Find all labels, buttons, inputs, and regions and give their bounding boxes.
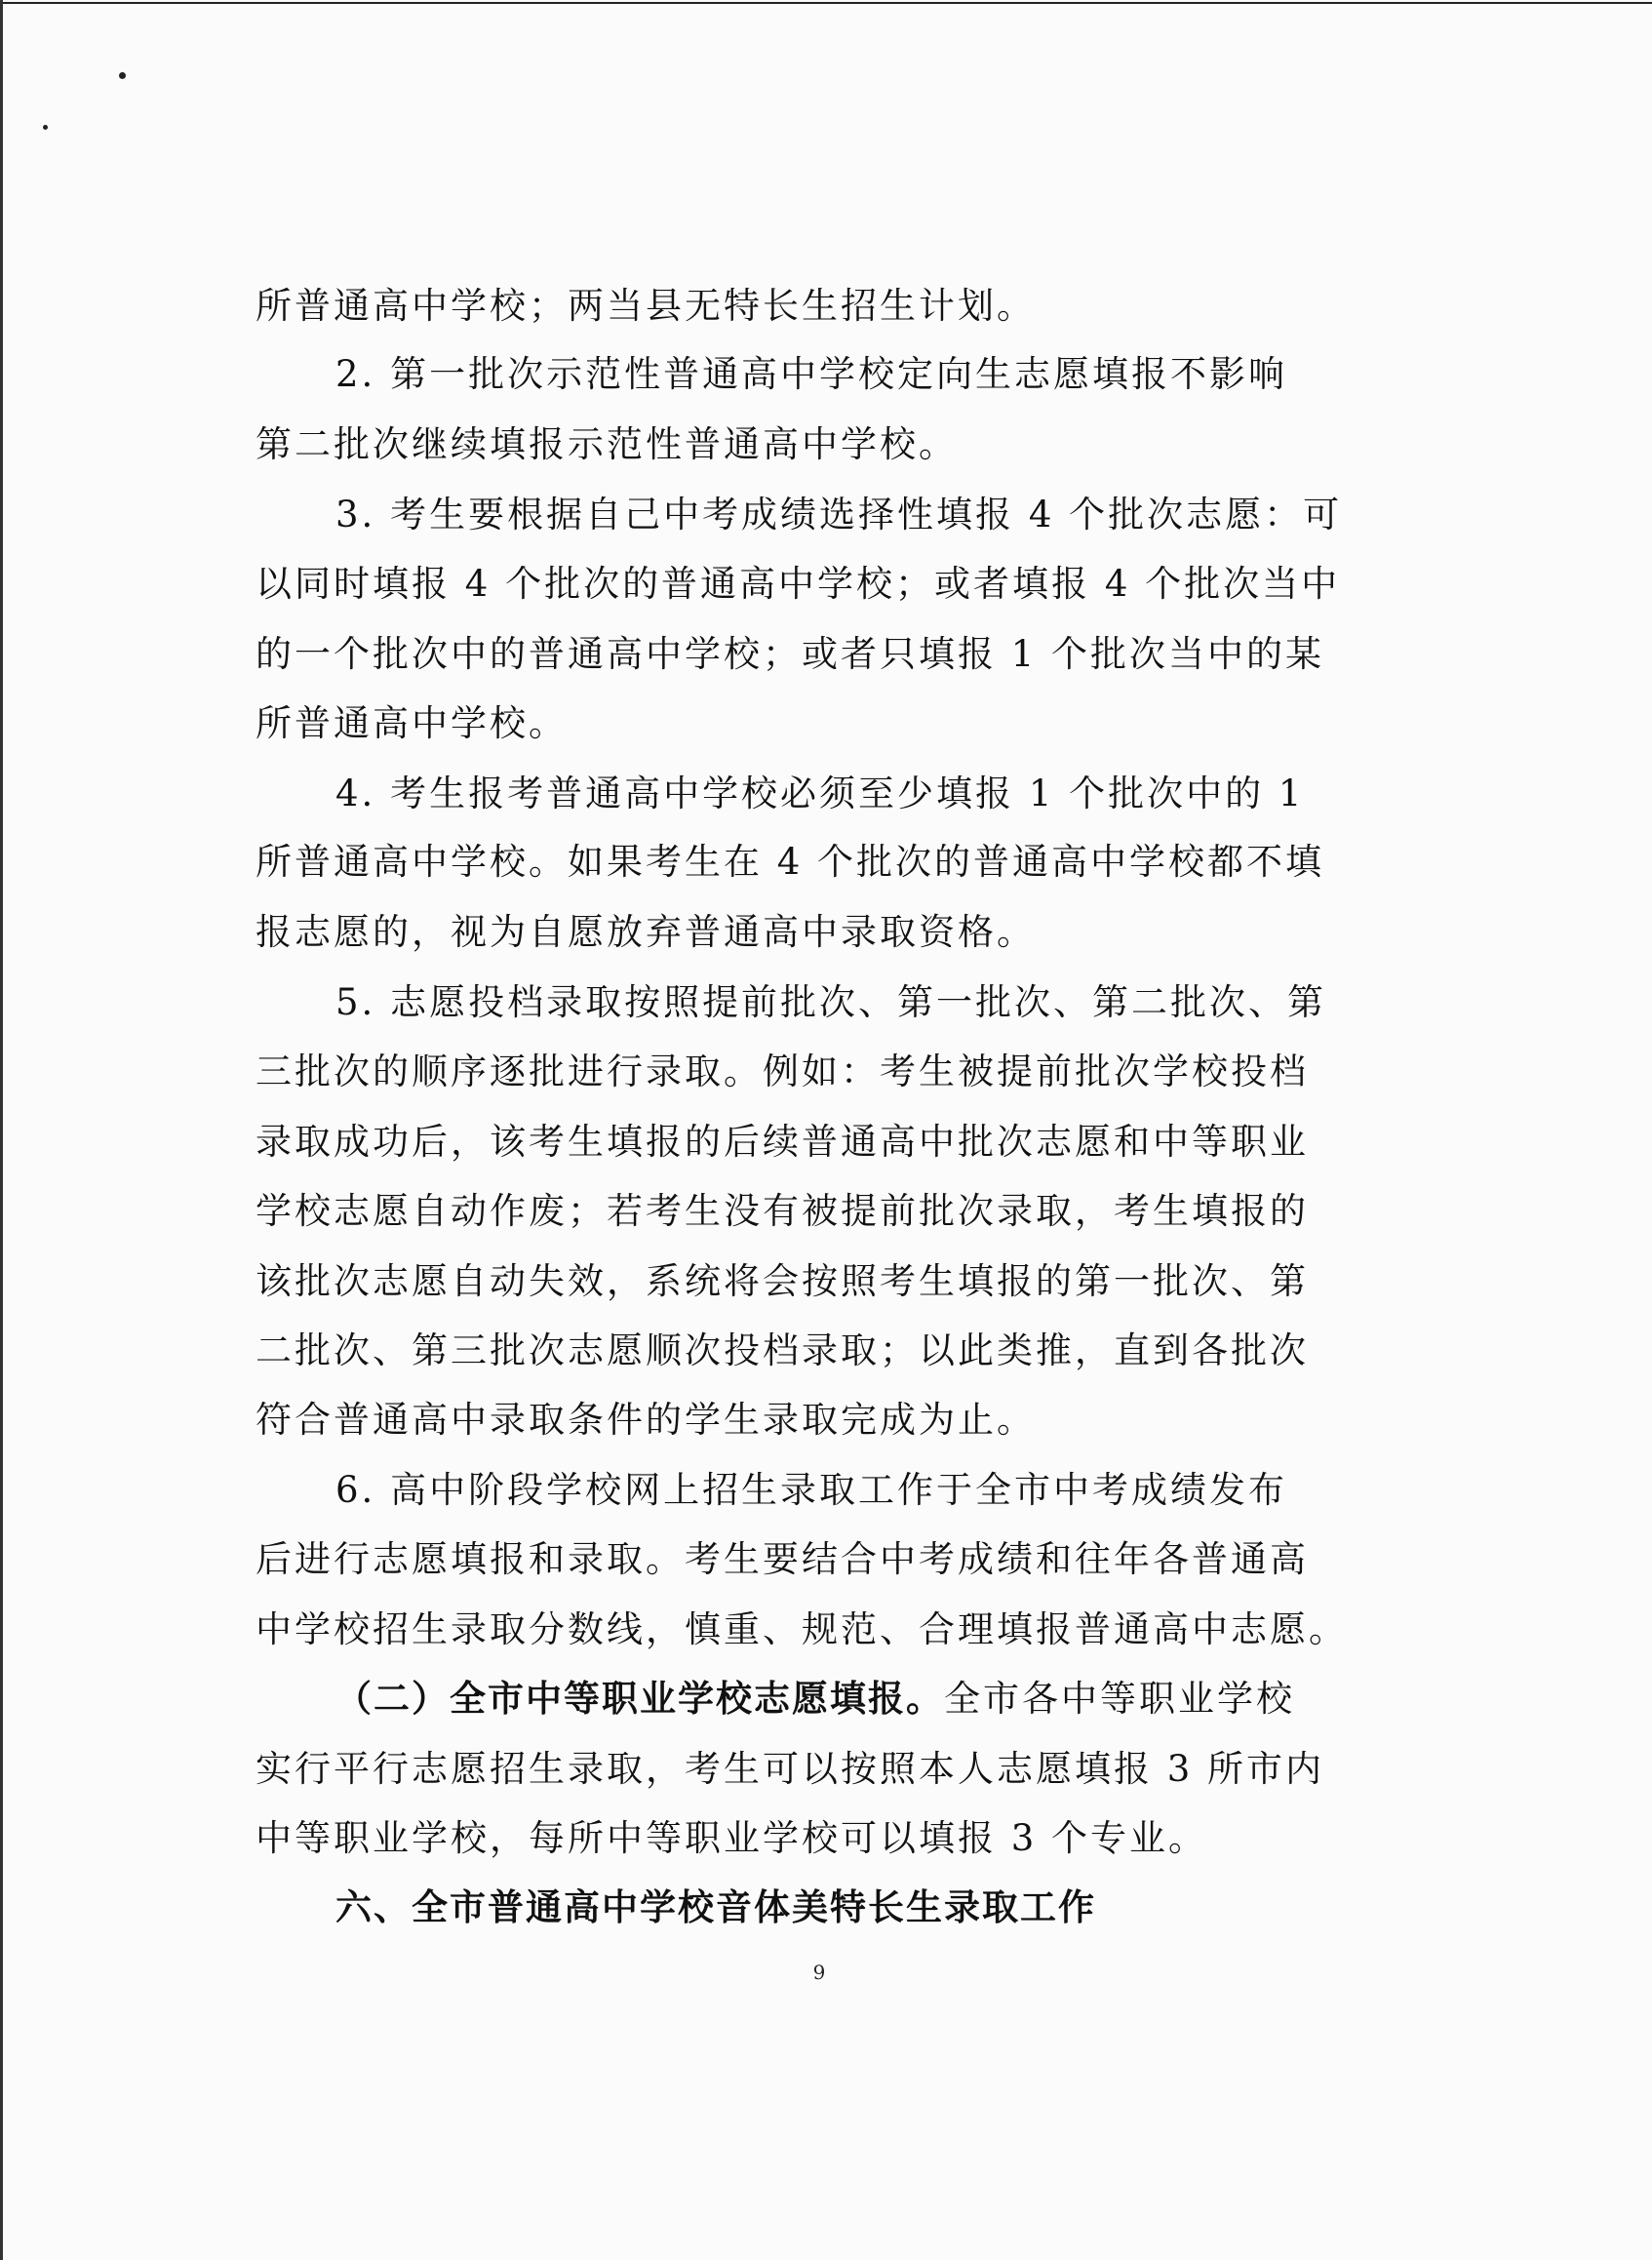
text-line: 实行平行志愿招生录取，考生可以按照本人志愿填报 3 所市内 [256, 1748, 1325, 1790]
text-line: 2. 第一批次示范性普通高中学校定向生志愿填报不影响 [335, 353, 1288, 395]
text-line: 所普通高中学校。 [256, 702, 568, 744]
text-line: 符合普通高中录取条件的学生录取完成为止。 [256, 1399, 1036, 1441]
page-number: 9 [812, 1961, 826, 1984]
text-line: 第二批次继续填报示范性普通高中学校。 [256, 423, 958, 465]
text-line: 三批次的顺序逐批进行录取。例如：考生被提前批次学校投档 [256, 1051, 1309, 1092]
section-heading-inline: （二）全市中等职业学校志愿填报。 [335, 1678, 944, 1720]
text-line: 中等职业学校，每所中等职业学校可以填报 3 个专业。 [256, 1817, 1208, 1859]
text-line [335, 1674, 1295, 1725]
text-line: 学校志愿自动作废；若考生没有被提前批次录取，考生填报的 [256, 1190, 1309, 1232]
text-line: 所普通高中学校。如果考生在 4 个批次的普通高中学校都不填 [256, 841, 1325, 883]
text-line: 以同时填报 4 个批次的普通高中学校；或者填报 4 个批次当中 [256, 563, 1341, 605]
text-line: 中学校招生录取分数线，慎重、规范、合理填报普通高中志愿。 [256, 1608, 1348, 1650]
text-line: 二批次、第三批次志愿顺次投档录取；以此类推，直到各批次 [256, 1329, 1309, 1371]
scan-speck [119, 72, 126, 79]
scan-edge-top [0, 2, 1652, 4]
text-line: 该批次志愿自动失效，系统将会按照考生填报的第一批次、第 [256, 1260, 1309, 1302]
text-line: 5. 志愿投档录取按照提前批次、第一批次、第二批次、第 [335, 981, 1327, 1023]
text-line: 4. 考生报考普通高中学校必须至少填报 1 个批次中的 1 [335, 773, 1305, 814]
text-line: 3. 考生要根据自己中考成绩选择性填报 4 个批次志愿：可 [335, 494, 1343, 535]
section-heading: 六、全市普通高中学校音体美特长生录取工作 [335, 1886, 1096, 1928]
text-line: 的一个批次中的普通高中学校；或者只填报 1 个批次当中的某 [256, 633, 1325, 675]
scan-edge-left [0, 0, 3, 2260]
text-line: 6. 高中阶段学校网上招生录取工作于全市中考成绩发布 [335, 1469, 1288, 1511]
text-run: 全市各中等职业学校 [944, 1678, 1295, 1720]
text-line: 报志愿的，视为自愿放弃普通高中录取资格。 [256, 911, 1036, 953]
text-line: 录取成功后，该考生填报的后续普通高中批次志愿和中等职业 [256, 1121, 1309, 1163]
scan-speck [43, 125, 48, 130]
text-line: 后进行志愿填报和录取。考生要结合中考成绩和往年各普通高 [256, 1538, 1309, 1580]
text-line: 所普通高中学校；两当县无特长生招生计划。 [256, 285, 1036, 327]
